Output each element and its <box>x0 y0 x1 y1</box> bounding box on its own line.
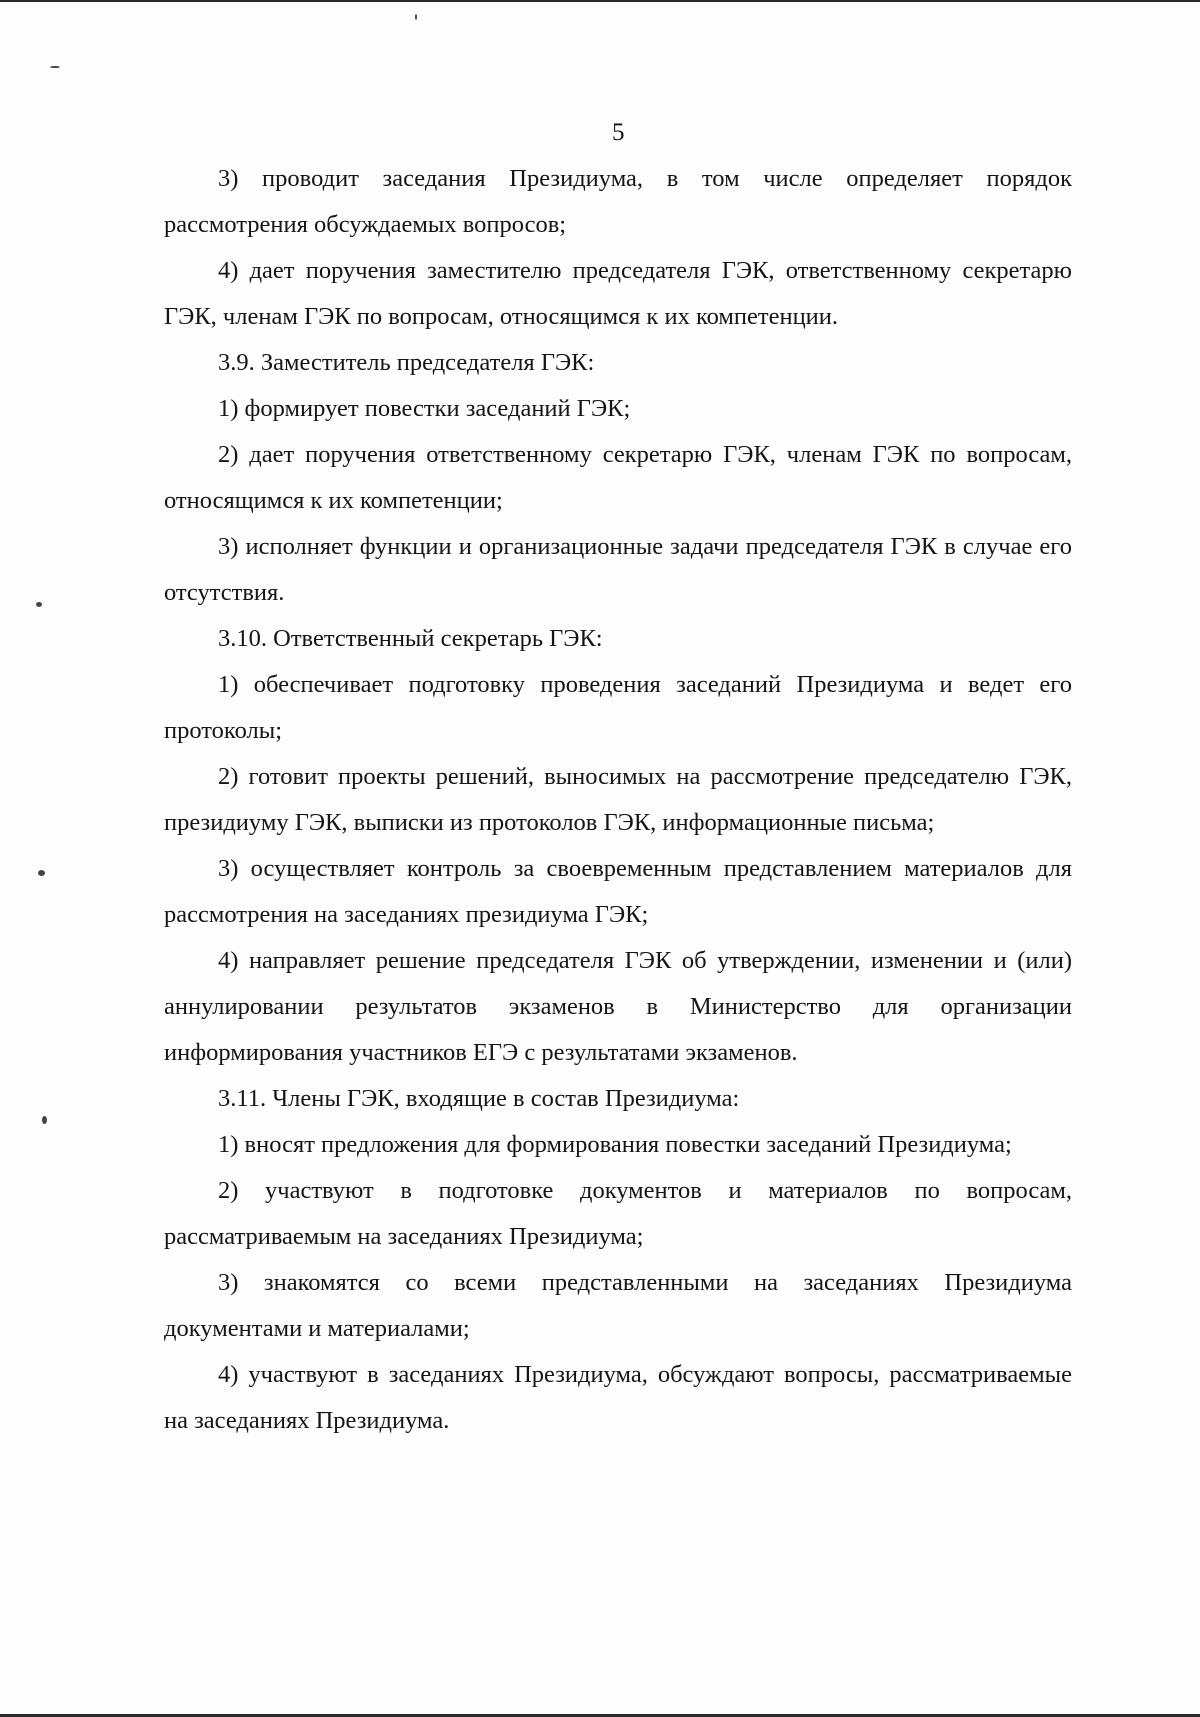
paragraph: 1) вносят предложения для формирования повестки заседаний Президиума; <box>218 1131 1012 1158</box>
paragraph: 2) участвуют в подготовке документов и материалов по вопросам, рассматриваемым на заседаниях Президиума; <box>164 1177 1072 1250</box>
paragraph: 3) проводит заседания Президиума, в том числе определяет порядок рассмотрения обсуждаемых вопросов; <box>164 165 1072 238</box>
scan-speck <box>38 870 45 876</box>
paragraph: 1) обеспечивает подготовку проведения заседаний Президиума и ведет его протоколы; <box>164 671 1072 744</box>
paragraph: 1) формирует повестки заседаний ГЭК; <box>218 395 631 422</box>
section-heading: 3.9. Заместитель председателя ГЭК: <box>218 349 595 376</box>
paragraph: 3) исполняет функции и организационные задачи председателя ГЭК в случае его отсутствия. <box>164 533 1072 606</box>
paragraph: 4) дает поручения заместителю председателя ГЭК, ответственному секретарю ГЭК, членам ГЭК по вопросам, относящимся к их компетенции. <box>164 257 1072 330</box>
paragraph: 2) готовит проекты решений, выносимых на рассмотрение председателю ГЭК, президиуму ГЭК, выписки из протоколов ГЭК, информационные письма; <box>164 763 1072 836</box>
paragraph: 3) знакомятся со всеми представленными на заседаниях Президиума документами и материалами; <box>164 1269 1072 1342</box>
page-number: 5 <box>612 119 625 146</box>
paragraph: 2) дает поручения ответственному секретарю ГЭК, членам ГЭК по вопросам, относящимся к их компетенции; <box>164 441 1072 514</box>
paragraph: 4) направляет решение председателя ГЭК об утверждении, изменении и (или) аннулировании результатов экзаменов в Министерство для организации информирования участников ЕГЭ с результатами экзаменов. <box>164 947 1072 1066</box>
scan-speck <box>42 1116 47 1124</box>
paragraph: 4) участвуют в заседаниях Президиума, обсуждают вопросы, рассматриваемые на заседаниях Президиума. <box>164 1361 1072 1434</box>
scan-speck <box>415 14 417 20</box>
section-heading: 3.10. Ответственный секретарь ГЭК: <box>218 625 603 652</box>
scan-speck <box>50 66 60 68</box>
document-body <box>164 156 1072 1444</box>
paragraph: 3) осуществляет контроль за своевременным представлением материалов для рассмотрения на заседаниях президиума ГЭК; <box>164 855 1072 928</box>
scan-speck <box>36 602 42 607</box>
section-heading: 3.11. Члены ГЭК, входящие в состав Президиума: <box>218 1085 740 1112</box>
scan-top-edge <box>0 0 1200 2</box>
